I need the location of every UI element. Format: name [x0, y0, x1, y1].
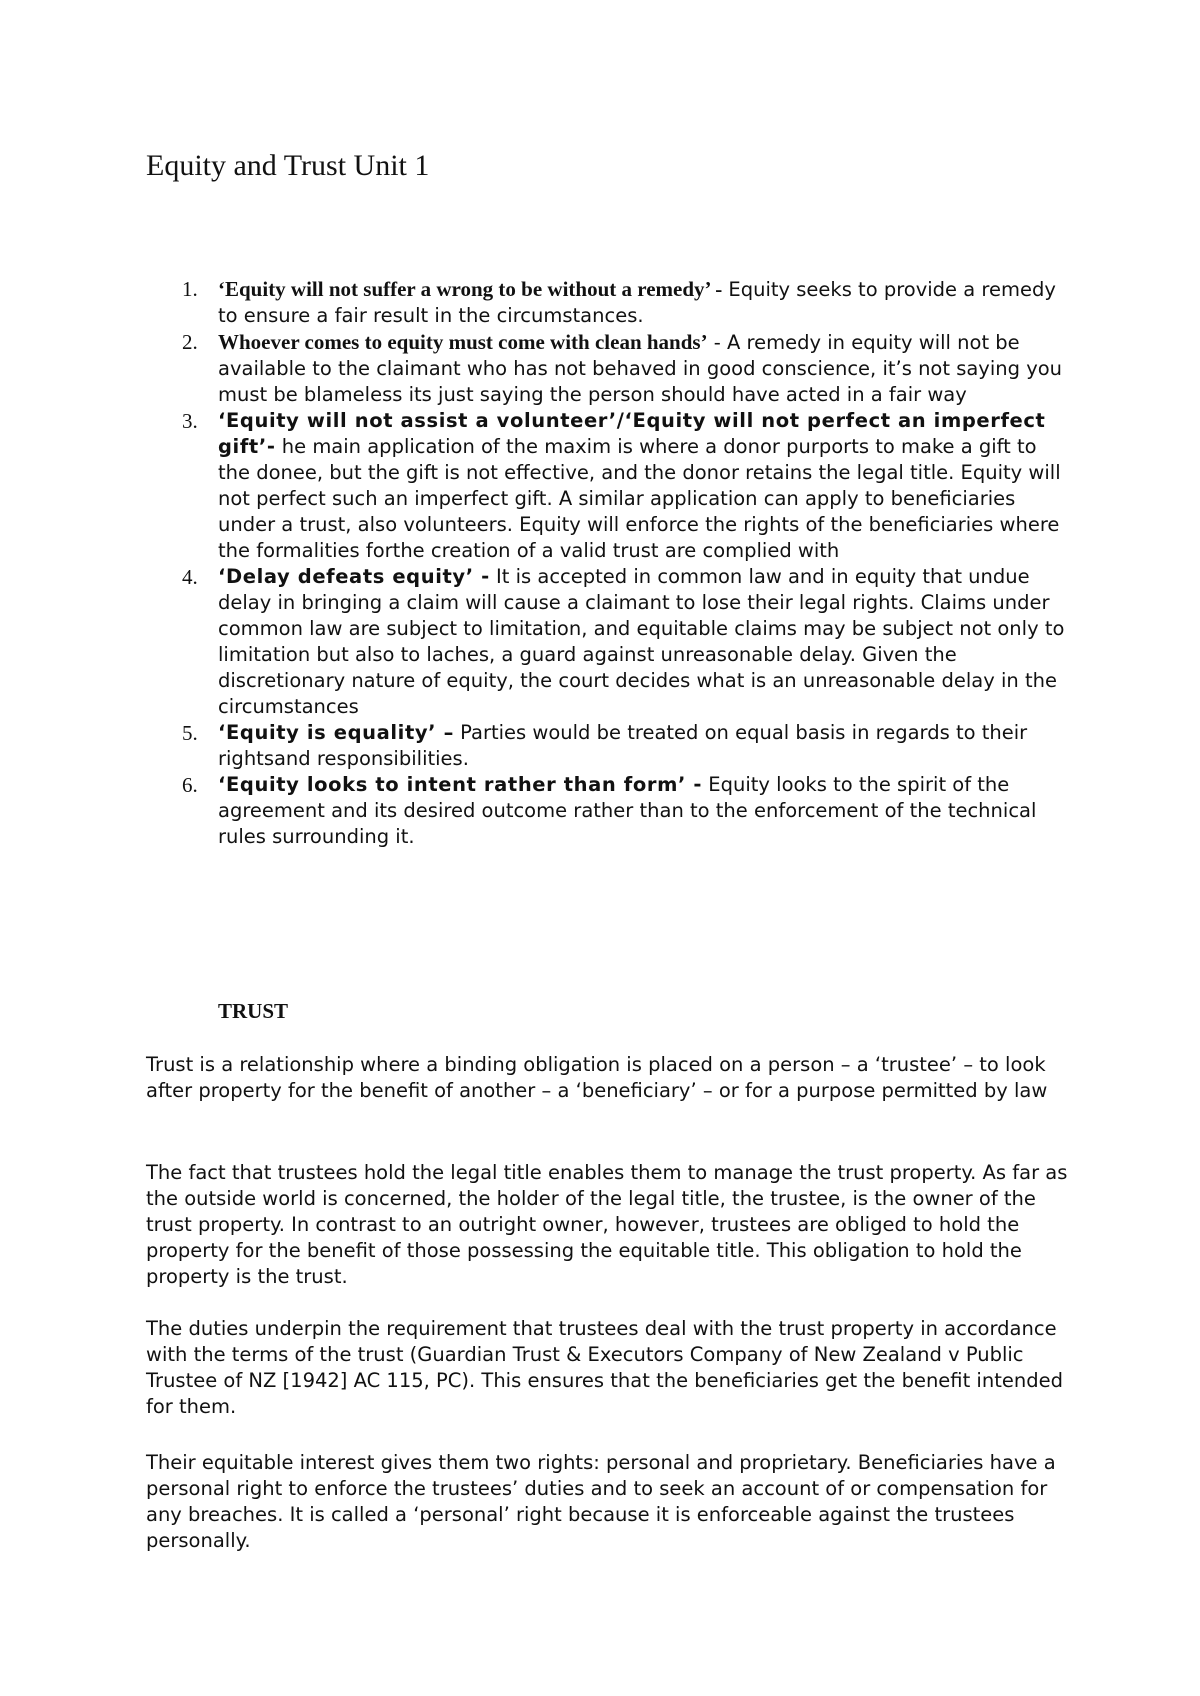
maxim-heading: ‘Delay defeats equity’ -: [218, 565, 490, 588]
trust-paragraph: Their equitable interest gives them two rights: personal and proprietary. Beneficiaries have a personal right to enforce the trustees’ duties and to seek an account of or compensation for any breaches. It is called a ‘personal’ right because it is enforceable against the trustees personally.: [146, 1451, 1056, 1552]
maxim-number: 2.: [182, 330, 198, 354]
document-title: Equity and Trust Unit 1: [146, 149, 430, 182]
maxim-item: [146, 772, 1066, 850]
maxim-heading: ‘Equity will not suffer a wrong to be without a remedy’ -: [218, 277, 723, 301]
maxim-item: [146, 720, 1066, 772]
maxim-number: 5.: [182, 721, 198, 745]
trust-paragraph: Trust is a relationship where a binding obligation is placed on a person – a ‘trustee’ – to look after property for the benefit of another – a ‘beneficiary’ – or for a purpose permitted by law: [146, 1053, 1048, 1102]
maxim-heading: ‘Equity is equality’ –: [218, 721, 454, 744]
maxim-number: 1.: [182, 277, 198, 301]
maxim-item: [146, 564, 1066, 720]
maxim-text: It is accepted in common law and in equity that undue delay in bringing a claim will cause a claimant to lose their legal rights. Claims under common law are subject to limitation, and equitable claims may be subject not only to limitation but also to laches, a guard against unreasonable delay. Given the discretionary nature of equity, the court decides what is an unreasonable delay in the circumstances: [218, 565, 1065, 718]
maxim-item: [146, 329, 1066, 408]
maxim-item: [146, 276, 1066, 329]
maxim-text: Parties would be treated on equal basis in regards to their rightsand responsibilities.: [218, 721, 1028, 770]
maxim-heading: ‘Equity will not assist a volunteer’/‘Equity will not perfect an imperfect gift’-: [218, 409, 1046, 458]
maxims-list: [146, 276, 1066, 850]
trust-section-heading: TRUST: [218, 999, 289, 1023]
maxim-number: 6.: [182, 773, 198, 797]
maxim-number: 4.: [182, 565, 198, 589]
maxim-text: Equity seeks to provide a remedy to ensure a fair result in the circumstances.: [218, 278, 1056, 327]
maxim-text: - A remedy in equity will not be available to the claimant who has not behaved in good conscience, it’s not saying you must be blameless its just saying the person should have acted in a fair way: [218, 331, 1063, 406]
maxim-heading: Whoever comes to equity must come with clean hands’: [218, 330, 708, 354]
maxim-item: [146, 408, 1066, 564]
maxim-text: Equity looks to the spirit of the agreement and its desired outcome rather than to the enforcement of the technical rules surrounding it.: [218, 773, 1037, 848]
maxim-heading: ‘Equity looks to intent rather than form’ -: [218, 773, 703, 796]
trust-paragraph: The duties underpin the requirement that trustees deal with the trust property in accordance with the terms of the trust (Guardian Trust & Executors Company of New Zealand v Public Trustee of NZ [1942] AC 115, PC). This ensures that the beneficiaries get the benefit intended for them.: [146, 1317, 1063, 1418]
maxim-text: he main application of the maxim is where a donor purports to make a gift to the donee, but the gift is not effective, and the donor retains the legal title. Equity will not perfect such an imperfect gift. A similar application can apply to beneficiaries under a trust, also volunteers. Equity will enforce the rights of the beneficiaries where the formalities forthe creation of a valid trust are complied with: [218, 435, 1061, 562]
maxim-number: 3.: [182, 409, 198, 433]
trust-paragraph: The fact that trustees hold the legal title enables them to manage the trust property. As far as the outside world is concerned, the holder of the legal title, the trustee, is the owner of the trust property. In contrast to an outright owner, however, trustees are obliged to hold the property for the benefit of those possessing the equitable title. This obligation to hold the property is the trust.: [146, 1161, 1068, 1288]
